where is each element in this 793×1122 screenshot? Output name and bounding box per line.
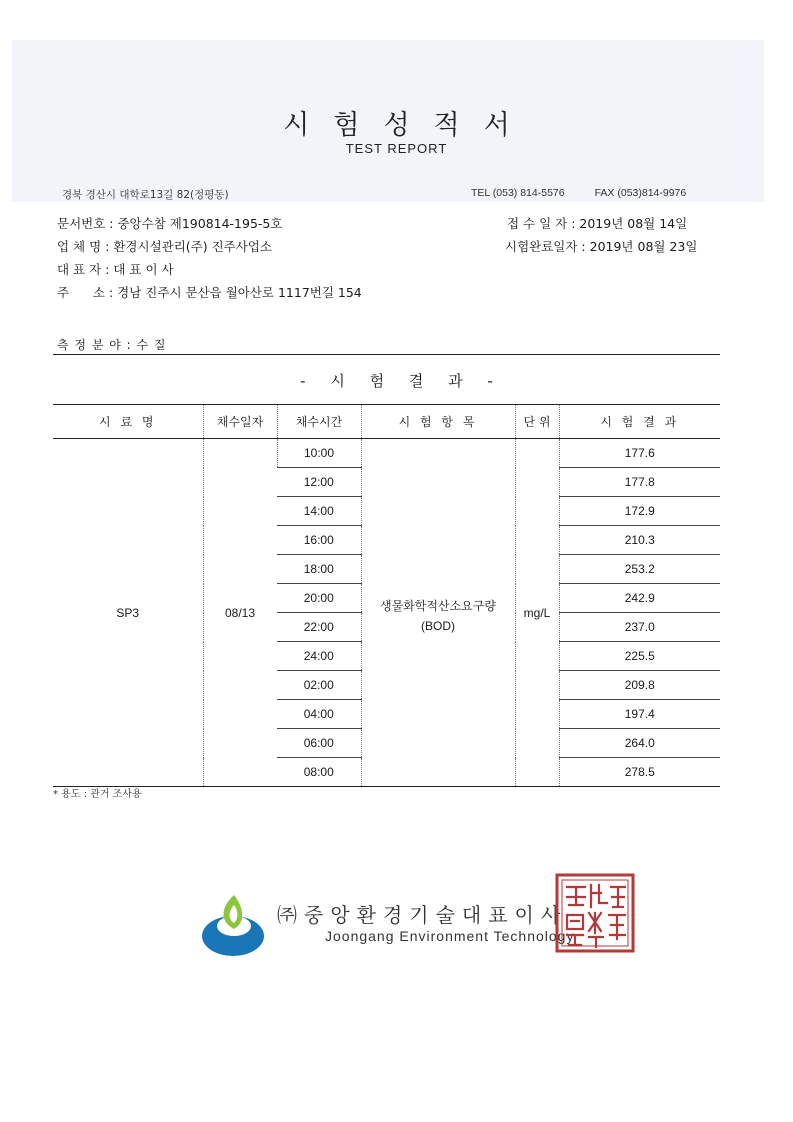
address-label: 주 소 : bbox=[57, 285, 114, 300]
measurement-field: 측 정 분 야 : 수 질 bbox=[57, 338, 167, 352]
doc-number-value: 중앙수참 제190814-195-5호 bbox=[117, 216, 283, 231]
sampling-time-cell: 04:00 bbox=[277, 700, 361, 729]
sampling-time-cell: 22:00 bbox=[277, 613, 361, 642]
doc-number-row bbox=[57, 214, 282, 232]
issuer-fax: FAX (053)814-9976 bbox=[594, 187, 687, 199]
table-row bbox=[53, 439, 720, 468]
results-header-row bbox=[53, 405, 720, 439]
issuer-address: 경북 경산시 대학로13길 82(정평동) bbox=[62, 189, 229, 201]
result-value-cell: 177.8 bbox=[559, 468, 720, 497]
header-test-result: 시 험 결 과 bbox=[559, 405, 720, 439]
result-value-cell: 197.4 bbox=[559, 700, 720, 729]
sampling-time-cell: 08:00 bbox=[277, 758, 361, 787]
report-title: 시험성적서 bbox=[283, 110, 534, 141]
section-divider bbox=[53, 354, 720, 355]
company-label: 업 체 명 : bbox=[57, 239, 110, 254]
company-value: 환경시설관리(주) 진주사업소 bbox=[113, 239, 272, 254]
completed-date-row bbox=[505, 237, 697, 255]
sampling-time-cell: 20:00 bbox=[277, 584, 361, 613]
representative-label: 대 표 자 : bbox=[57, 262, 110, 277]
result-value-cell: 177.6 bbox=[559, 439, 720, 468]
doc-number-label: 문서번호 : bbox=[57, 216, 114, 231]
result-value-cell: 237.0 bbox=[559, 613, 720, 642]
result-value-cell: 172.9 bbox=[559, 497, 720, 526]
header-sample-name: 시 료 명 bbox=[53, 405, 203, 439]
representative-row bbox=[57, 260, 174, 278]
sampling-date-cell: 08/13 bbox=[203, 439, 277, 787]
sampling-time-cell: 14:00 bbox=[277, 497, 361, 526]
address-value: 경남 진주시 문산읍 월아산로 1117번길 154 bbox=[117, 285, 362, 300]
completed-date-value: 2019년 08월 23일 bbox=[589, 239, 698, 254]
results-title: - 시 험 결 과 - bbox=[300, 372, 503, 390]
header-sampling-date: 채수일자 bbox=[203, 405, 277, 439]
address-row bbox=[57, 283, 362, 301]
result-value-cell: 209.8 bbox=[559, 671, 720, 700]
header-sampling-time: 채수시간 bbox=[277, 405, 361, 439]
sampling-time-cell: 24:00 bbox=[277, 642, 361, 671]
header-test-item: 시 험 항 목 bbox=[361, 405, 515, 439]
result-value-cell: 210.3 bbox=[559, 526, 720, 555]
result-value-cell: 242.9 bbox=[559, 584, 720, 613]
results-table bbox=[53, 404, 720, 787]
company-logo-icon bbox=[201, 893, 265, 957]
received-date-label: 접 수 일 자 : bbox=[507, 216, 576, 231]
result-value-cell: 264.0 bbox=[559, 729, 720, 758]
issuer-contact bbox=[471, 187, 686, 199]
result-value-cell: 225.5 bbox=[559, 642, 720, 671]
report-subtitle: TEST REPORT bbox=[345, 141, 448, 156]
sampling-time-cell: 06:00 bbox=[277, 729, 361, 758]
test-item-name: 생물화학적산소요구량 bbox=[380, 598, 496, 613]
company-name-english: Joongang Environment Technology bbox=[325, 928, 575, 944]
sampling-time-cell: 02:00 bbox=[277, 671, 361, 700]
test-item-abbr: (BOD) bbox=[421, 618, 455, 633]
test-item-cell bbox=[361, 439, 515, 787]
company-row bbox=[57, 237, 272, 255]
unit-cell: mg/L bbox=[515, 439, 559, 787]
received-date-row bbox=[507, 214, 687, 232]
sampling-time-cell: 16:00 bbox=[277, 526, 361, 555]
usage-note: * 용도 : 관거 조사용 bbox=[53, 789, 142, 800]
sample-name-cell: SP3 bbox=[53, 439, 203, 787]
header-unit: 단 위 bbox=[515, 405, 559, 439]
result-value-cell: 253.2 bbox=[559, 555, 720, 584]
sampling-time-cell: 12:00 bbox=[277, 468, 361, 497]
company-seal-icon bbox=[555, 873, 635, 953]
issuer-tel: TEL (053) 814-5576 bbox=[471, 187, 565, 199]
completed-date-label: 시험완료일자 : bbox=[505, 239, 586, 254]
representative-value: 대 표 이 사 bbox=[113, 262, 174, 277]
sampling-time-cell: 18:00 bbox=[277, 555, 361, 584]
sampling-time-cell: 10:00 bbox=[277, 439, 361, 468]
received-date-value: 2019년 08월 14일 bbox=[579, 216, 688, 231]
company-name-korean: ㈜중앙환경기술대표이사 bbox=[277, 903, 568, 927]
result-value-cell: 278.5 bbox=[559, 758, 720, 787]
